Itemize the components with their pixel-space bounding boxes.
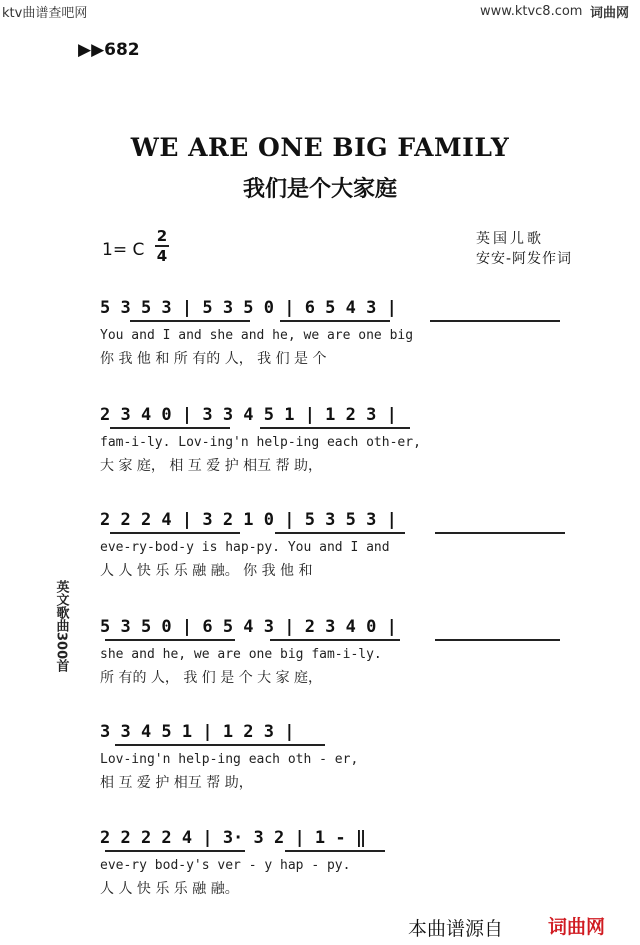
- score-row: [100, 298, 592, 368]
- beam: [260, 427, 410, 429]
- side-label-text: 英文歌曲300首: [53, 580, 69, 673]
- lyric-chinese: 你 我 他 和 所 有的 人， 我 们 是 个: [100, 351, 327, 367]
- title-english: WE ARE ONE BIG FAMILY: [130, 133, 510, 162]
- lyric-english: You and I and she and he, we are one big: [100, 328, 414, 343]
- notes-line: 2 2 2 4 | 3 2 1 0 | 5 3 5 3 |: [100, 510, 397, 530]
- title-chinese: 我们是个大家庭: [242, 177, 397, 202]
- beam: [435, 532, 565, 534]
- watermark-bottom-logo: 词曲网: [548, 916, 606, 938]
- watermark-bottom-source: 本曲谱源自: [408, 918, 504, 940]
- lyric-chinese: 人 人 快 乐 乐 融 融。: [100, 881, 239, 897]
- beam: [430, 320, 560, 322]
- watermark-top-left: ktv曲谱查吧网: [2, 6, 88, 21]
- lyric-chinese: 人 人 快 乐 乐 融 融。 你 我 他 和: [100, 563, 313, 579]
- beam: [105, 850, 245, 852]
- lyric-chinese: 所 有的 人， 我 们 是 个 大 家 庭，: [100, 670, 323, 686]
- notes-line: 5 3 5 3 | 5 3 5 0 | 6 5 4 3 |: [100, 298, 397, 318]
- score-row: [100, 405, 592, 475]
- lyric-english: she and he, we are one big fam-i-ly.: [100, 647, 382, 662]
- beam: [110, 532, 240, 534]
- beam: [115, 744, 325, 746]
- time-signature-top: 2: [156, 227, 168, 245]
- score-row: [100, 617, 592, 687]
- credit-lyricist: 安安-阿发作词: [476, 251, 573, 267]
- beam: [105, 639, 235, 641]
- beam: [275, 532, 405, 534]
- notes-line: 5 3 5 0 | 6 5 4 3 | 2 3 4 0 |: [100, 617, 397, 637]
- side-label: [50, 580, 72, 677]
- beam: [435, 639, 560, 641]
- key-signature: 1= C: [102, 240, 145, 260]
- beam: [285, 850, 385, 852]
- beam: [280, 320, 390, 322]
- notes-line: 2 2 2 2 4 | 3· 3 2 | 1 - ‖: [100, 828, 367, 848]
- lyric-english: eve-ry bod-y's ver - y hap - py.: [100, 858, 351, 873]
- score-row: [100, 510, 592, 580]
- lyric-english: fam-i-ly. Lov-ing'n help-ing each oth-er,: [100, 435, 421, 450]
- lyric-chinese: 大 家 庭， 相 互 爱 护 相互 帮 助，: [100, 458, 323, 474]
- lyric-english: eve-ry-bod-y is hap-py. You and I and: [100, 540, 390, 555]
- watermark-top-right: www.ktvc8.com: [480, 4, 583, 19]
- page-number: ▶▶682: [78, 40, 140, 60]
- lyric-english: Lov-ing'n help-ing each oth - er,: [100, 752, 359, 767]
- credit-origin: 英国儿歌: [476, 231, 544, 247]
- lyric-chinese: 相 互 爱 护 相互 帮 助，: [100, 775, 253, 791]
- time-signature-bottom: 4: [156, 247, 168, 265]
- beam: [130, 320, 250, 322]
- notes-line: 2 3 4 0 | 3 3 4 5 1 | 1 2 3 |: [100, 405, 397, 425]
- notes-line: 3 3 4 5 1 | 1 2 3 |: [100, 722, 295, 742]
- beam: [270, 639, 400, 641]
- time-signature: [155, 228, 169, 264]
- score-row: [100, 722, 592, 792]
- beam: [110, 427, 230, 429]
- watermark-top-right-logo: 词曲网: [590, 6, 630, 21]
- score-row: [100, 828, 592, 898]
